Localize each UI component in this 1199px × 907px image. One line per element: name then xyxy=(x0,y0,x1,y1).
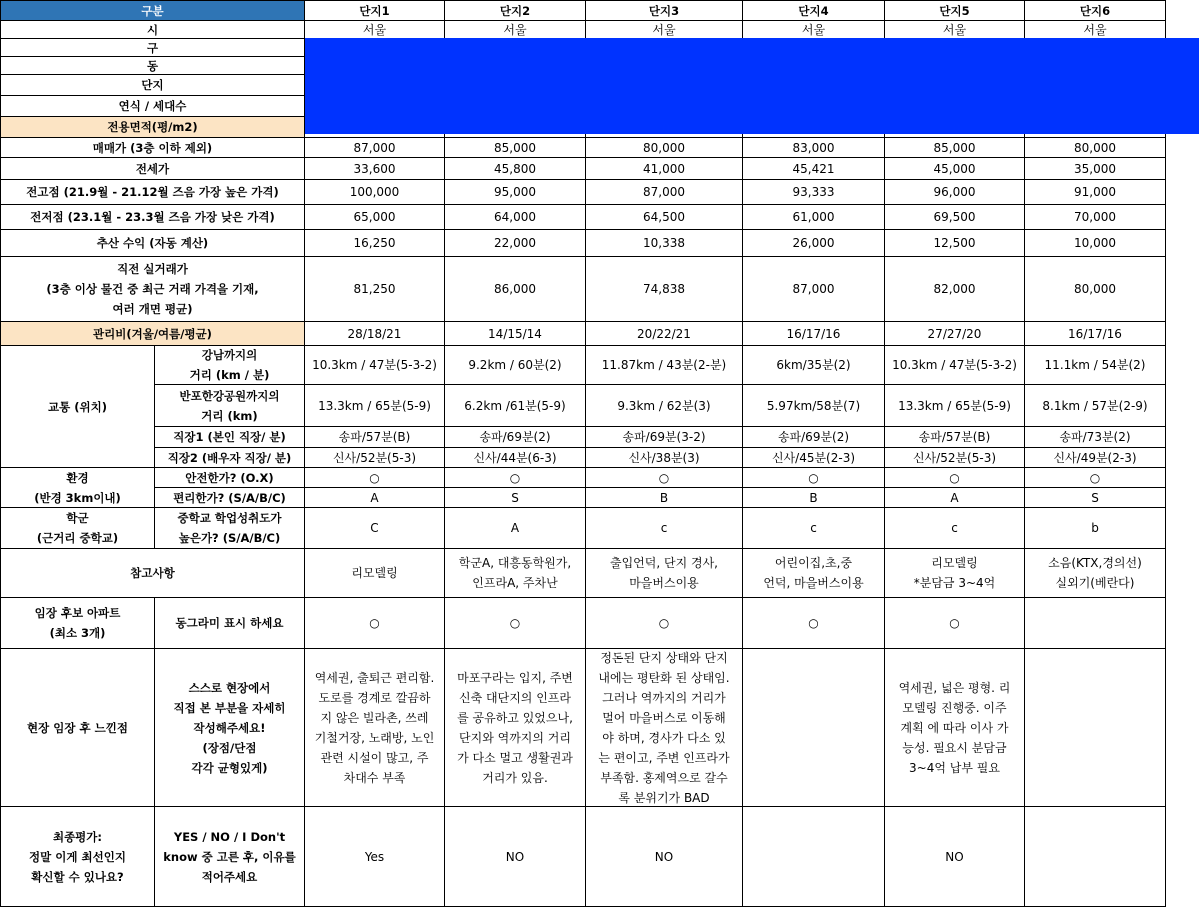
candidate-value: ○ xyxy=(885,598,1025,649)
transport-banpo-value: 6.2km /61분(5-9) xyxy=(445,385,586,427)
row-peak-price-value: 100,000 xyxy=(305,180,445,205)
notes-value: 소음(KTX,경의선) 실외기(베란다) xyxy=(1025,549,1166,598)
environment-convenient-value: A xyxy=(305,488,445,508)
row-low-price-value: 69,500 xyxy=(885,205,1025,230)
transport-work1-value: 송파/69분(2) xyxy=(445,427,586,448)
row-management-fee-value: 14/15/14 xyxy=(445,322,586,346)
row-recent-price-value: 80,000 xyxy=(1025,257,1166,322)
row-city-label: 시 xyxy=(0,21,305,39)
row-management-fee-value: 16/17/16 xyxy=(1025,322,1166,346)
row-low-price-value: 64,000 xyxy=(445,205,586,230)
environment-convenient-label: 편리한가? (S/A/B/C) xyxy=(155,488,305,508)
school-achievement-value: b xyxy=(1025,508,1166,549)
transport-gangnam-value: 10.3km / 47분(5-3-2) xyxy=(885,346,1025,385)
transport-gangnam-value: 10.3km / 47분(5-3-2) xyxy=(305,346,445,385)
impression-value: 마포구라는 입지, 주변 신축 대단지의 인프라 를 공유하고 있었으나, 단지와 역까지의 거리 가 다소 멀고 생활권과 거리가 있음. xyxy=(445,649,586,807)
row-low-price-value: 64,500 xyxy=(586,205,743,230)
row-peak-price-label: 전고점 (21.9월 - 21.12월 즈음 가장 높은 가격) xyxy=(0,180,305,205)
transport-work1-value: 송파/57분(B) xyxy=(885,427,1025,448)
row-recent-price-label: 직전 실거래가 (3층 이상 물건 중 최근 거래 가격을 기재, 여러 개면 평균) xyxy=(0,257,305,322)
transport-work1-value: 송파/69분(2) xyxy=(743,427,885,448)
final-evaluation-value: NO xyxy=(445,807,586,907)
candidate-label: 임장 후보 아파트 (최소 3개) xyxy=(0,598,155,649)
row-management-fee-value: 20/22/21 xyxy=(586,322,743,346)
transport-work2-value: 신사/52분(5-3) xyxy=(305,448,445,468)
transport-work2-value: 신사/49분(2-3) xyxy=(1025,448,1166,468)
row-sale-price-value: 85,000 xyxy=(445,138,586,158)
row-district-label: 구 xyxy=(0,39,305,57)
transport-gangnam-label: 강남까지의 거리 (km / 분) xyxy=(155,346,305,385)
notes-value: 어린이집,초,중 언덕, 마을버스이용 xyxy=(743,549,885,598)
header-complex: 단지1 xyxy=(305,0,445,21)
row-peak-price-value: 96,000 xyxy=(885,180,1025,205)
impression-value: 역세권, 넓은 평형. 리 모델링 진행중. 이주 계획 에 따라 이사 가 능성. 필요시 분담금 3~4억 납부 필요 xyxy=(885,649,1025,807)
row-management-fee-label: 관리비(겨울/여름/평균) xyxy=(0,322,305,346)
row-city-value: 서울 xyxy=(445,21,586,39)
row-estimated-profit-value: 12,500 xyxy=(885,230,1025,257)
final-evaluation-value xyxy=(743,807,885,907)
row-jeonse-value: 45,000 xyxy=(885,158,1025,180)
final-evaluation-label: 최종평가: 정말 이게 최선인지 확신할 수 있나요? xyxy=(0,807,155,907)
impression-value: 역세권, 출퇴근 편리함. 도로를 경계로 깔끔하 지 않은 빌라촌, 쓰레 기철거장, 노래방, 노인 관련 시설이 많고, 주 차대수 부족 xyxy=(305,649,445,807)
row-jeonse-label: 전세가 xyxy=(0,158,305,180)
school-achievement-value: c xyxy=(743,508,885,549)
school-achievement-value: C xyxy=(305,508,445,549)
row-city-value: 서울 xyxy=(743,21,885,39)
row-jeonse-value: 35,000 xyxy=(1025,158,1166,180)
impression-value xyxy=(1025,649,1166,807)
row-low-price-value: 61,000 xyxy=(743,205,885,230)
candidate-instruction: 동그라미 표시 하세요 xyxy=(155,598,305,649)
environment-safe-label: 안전한가? (O.X) xyxy=(155,468,305,488)
row-management-fee-value: 27/27/20 xyxy=(885,322,1025,346)
school-achievement-value: c xyxy=(586,508,743,549)
environment-safe-value: ○ xyxy=(586,468,743,488)
final-evaluation-value xyxy=(1025,807,1166,907)
transport-gangnam-value: 9.2km / 60분(2) xyxy=(445,346,586,385)
notes-label: 참고사항 xyxy=(0,549,305,598)
row-management-fee-value: 16/17/16 xyxy=(743,322,885,346)
impression-label: 현장 임장 후 느낀점 xyxy=(0,649,155,807)
school-achievement-value: A xyxy=(445,508,586,549)
notes-value: 출입언덕, 단지 경사, 마을버스이용 xyxy=(586,549,743,598)
header-complex: 단지3 xyxy=(586,0,743,21)
header-complex: 단지4 xyxy=(743,0,885,21)
row-jeonse-value: 33,600 xyxy=(305,158,445,180)
final-evaluation-instruction: YES / NO / I Don't know 중 고른 후, 이유를 적어주세요 xyxy=(155,807,305,907)
row-peak-price-value: 93,333 xyxy=(743,180,885,205)
transport-gangnam-value: 11.1km / 54분(2) xyxy=(1025,346,1166,385)
environment-safe-value: ○ xyxy=(445,468,586,488)
row-sale-price-label: 매매가 (3층 이하 제외) xyxy=(0,138,305,158)
row-area-label: 전용면적(평/m2) xyxy=(0,117,305,138)
header-label: 구분 xyxy=(0,0,305,21)
school-group-label: 학군 (근거리 중학교) xyxy=(0,508,155,549)
environment-convenient-value: A xyxy=(885,488,1025,508)
transport-banpo-value: 5.97km/58분(7) xyxy=(743,385,885,427)
school-achievement-label: 중학교 학업성취도가 높은가? (S/A/B/C) xyxy=(155,508,305,549)
row-complex-label: 단지 xyxy=(0,75,305,96)
transport-banpo-value: 8.1km / 57분(2-9) xyxy=(1025,385,1166,427)
row-management-fee-value: 28/18/21 xyxy=(305,322,445,346)
final-evaluation-value: Yes xyxy=(305,807,445,907)
notes-value: 리모델링 xyxy=(305,549,445,598)
row-peak-price-value: 95,000 xyxy=(445,180,586,205)
row-year-units-label: 연식 / 세대수 xyxy=(0,96,305,117)
row-estimated-profit-value: 22,000 xyxy=(445,230,586,257)
environment-convenient-value: S xyxy=(1025,488,1166,508)
environment-group-label: 환경 (반경 3km이내) xyxy=(0,468,155,508)
environment-safe-value: ○ xyxy=(743,468,885,488)
row-city-value: 서울 xyxy=(885,21,1025,39)
row-dong-label: 동 xyxy=(0,57,305,75)
row-jeonse-value: 45,800 xyxy=(445,158,586,180)
row-estimated-profit-value: 10,000 xyxy=(1025,230,1166,257)
environment-convenient-value: B xyxy=(743,488,885,508)
transport-work2-value: 신사/45분(2-3) xyxy=(743,448,885,468)
row-jeonse-value: 45,421 xyxy=(743,158,885,180)
row-recent-price-value: 81,250 xyxy=(305,257,445,322)
row-estimated-profit-value: 16,250 xyxy=(305,230,445,257)
row-peak-price-value: 91,000 xyxy=(1025,180,1166,205)
row-sale-price-value: 83,000 xyxy=(743,138,885,158)
notes-value: 학군A, 대흥동학원가, 인프라A, 주차난 xyxy=(445,549,586,598)
impression-value xyxy=(743,649,885,807)
row-estimated-profit-label: 추산 수익 (자동 계산) xyxy=(0,230,305,257)
final-evaluation-value: NO xyxy=(885,807,1025,907)
row-low-price-value: 70,000 xyxy=(1025,205,1166,230)
candidate-value xyxy=(1025,598,1166,649)
row-estimated-profit-value: 26,000 xyxy=(743,230,885,257)
environment-convenient-value: B xyxy=(586,488,743,508)
row-peak-price-value: 87,000 xyxy=(586,180,743,205)
environment-safe-value: ○ xyxy=(885,468,1025,488)
row-estimated-profit-value: 10,338 xyxy=(586,230,743,257)
transport-work1-value: 송파/73분(2) xyxy=(1025,427,1166,448)
row-sale-price-value: 85,000 xyxy=(885,138,1025,158)
environment-convenient-value: S xyxy=(445,488,586,508)
transport-work1-value: 송파/69분(3-2) xyxy=(586,427,743,448)
transport-group-label: 교통 (위치) xyxy=(0,346,155,468)
row-low-price-label: 전저점 (23.1월 - 23.3월 즈음 가장 낮은 가격) xyxy=(0,205,305,230)
row-sale-price-value: 80,000 xyxy=(586,138,743,158)
row-recent-price-value: 86,000 xyxy=(445,257,586,322)
row-city-value: 서울 xyxy=(1025,21,1166,39)
transport-work2-value: 신사/44분(6-3) xyxy=(445,448,586,468)
row-jeonse-value: 41,000 xyxy=(586,158,743,180)
redaction-box xyxy=(305,38,1199,134)
transport-banpo-value: 13.3km / 65분(5-9) xyxy=(885,385,1025,427)
candidate-value: ○ xyxy=(743,598,885,649)
row-low-price-value: 65,000 xyxy=(305,205,445,230)
transport-work1-label: 직장1 (본인 직장/ 분) xyxy=(155,427,305,448)
transport-banpo-value: 9.3km / 62분(3) xyxy=(586,385,743,427)
header-complex: 단지6 xyxy=(1025,0,1166,21)
final-evaluation-value: NO xyxy=(586,807,743,907)
transport-gangnam-value: 11.87km / 43분(2-분) xyxy=(586,346,743,385)
impression-instruction: 스스로 현장에서 직접 본 부분을 자세히 작성해주세요! (장점/단점 각각 균형있게) xyxy=(155,649,305,807)
transport-banpo-value: 13.3km / 65분(5-9) xyxy=(305,385,445,427)
transport-work2-value: 신사/52분(5-3) xyxy=(885,448,1025,468)
transport-gangnam-value: 6km/35분(2) xyxy=(743,346,885,385)
candidate-value: ○ xyxy=(445,598,586,649)
row-recent-price-value: 74,838 xyxy=(586,257,743,322)
row-city-value: 서울 xyxy=(305,21,445,39)
row-recent-price-value: 87,000 xyxy=(743,257,885,322)
transport-work2-label: 직장2 (배우자 직장/ 분) xyxy=(155,448,305,468)
environment-safe-value: ○ xyxy=(305,468,445,488)
row-recent-price-value: 82,000 xyxy=(885,257,1025,322)
candidate-value: ○ xyxy=(586,598,743,649)
transport-banpo-label: 반포한강공원까지의 거리 (km) xyxy=(155,385,305,427)
environment-safe-value: ○ xyxy=(1025,468,1166,488)
row-sale-price-value: 87,000 xyxy=(305,138,445,158)
school-achievement-value: c xyxy=(885,508,1025,549)
header-complex: 단지2 xyxy=(445,0,586,21)
notes-value: 리모델링 *분담금 3~4억 xyxy=(885,549,1025,598)
transport-work2-value: 신사/38분(3) xyxy=(586,448,743,468)
header-complex: 단지5 xyxy=(885,0,1025,21)
row-city-value: 서울 xyxy=(586,21,743,39)
transport-work1-value: 송파/57분(B) xyxy=(305,427,445,448)
impression-value: 정돈된 단지 상태와 단지 내에는 평탄화 된 상태임. 그러나 역까지의 거리가 멀어 마을버스로 이동해 야 하며, 경사가 다소 있 는 편이고, 주변 인프라가 부족함. 홍제역으로 갈수 록 분위기가 BAD xyxy=(586,649,743,807)
row-sale-price-value: 80,000 xyxy=(1025,138,1166,158)
candidate-value: ○ xyxy=(305,598,445,649)
